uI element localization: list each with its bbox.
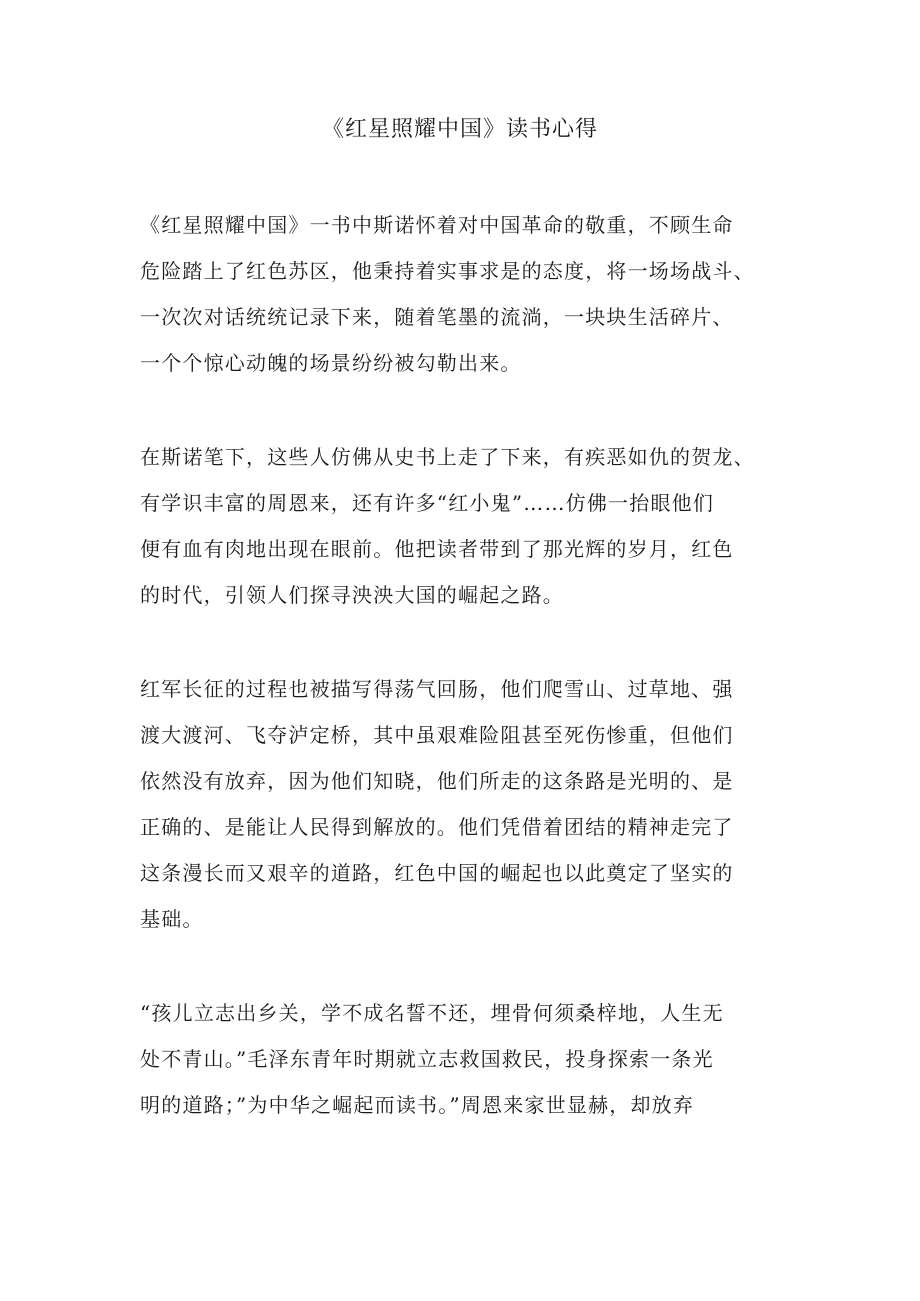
paragraph-2 <box>140 434 790 618</box>
paragraph-line: 在斯诺笔下，这些人仿佛从史书上走了下来，有疾恶如仇的贺龙、 <box>140 445 755 469</box>
paragraph-line: 基础。 <box>140 907 204 931</box>
paragraph-line: 依然没有放弃，因为他们知晓，他们所走的这条路是光明的、是 <box>140 769 734 793</box>
paragraph-line: 有学识丰富的周恩来，还有许多“红小鬼”……仿佛一抬眼他们 <box>140 491 715 515</box>
paragraph-line: 渡大渡河、飞夺泸定桥，其中虽艰难险阻甚至死伤惨重，但他们 <box>140 723 734 747</box>
paragraph-line: 明的道路；”为中华之崛起而读书。”周恩来家世显赫，却放弃 <box>140 1093 695 1117</box>
paragraph-line: 正确的、是能让人民得到解放的。他们凭借着团结的精神走完了 <box>140 815 734 839</box>
paragraph-line: 便有血有肉地出现在眼前。他把读者带到了那光辉的岁月，红色 <box>140 537 734 561</box>
paragraph-line: 危险踏上了红色苏区，他秉持着实事求是的态度，将一场场战斗、 <box>140 259 755 283</box>
paragraph-line: 的时代，引领人们探寻泱泱大国的崛起之路。 <box>140 583 564 607</box>
paragraph-4 <box>140 990 790 1128</box>
document-title: 《红星照耀中国》读书心得 <box>321 117 598 142</box>
paragraph-line: 处不青山。”毛泽东青年时期就立志救国救民，投身探索一条光 <box>140 1047 714 1071</box>
paragraph-3 <box>140 666 790 942</box>
paragraph-line: 这条漫长而又艰辛的道路，红色中国的崛起也以此奠定了坚实的 <box>140 861 734 885</box>
paragraph-line: 一个个惊心动魄的场景纷纷被勾勒出来。 <box>140 351 522 375</box>
paragraph-line: 《红星照耀中国》一书中斯诺怀着对中国革命的敬重，不顾生命 <box>140 213 734 237</box>
paragraph-line: “孩儿立志出乡关，学不成名誓不还，埋骨何须桑梓地，人生无 <box>140 1001 724 1025</box>
paragraph-line: 红军长征的过程也被描写得荡气回肠，他们爬雪山、过草地、强 <box>140 677 734 701</box>
paragraph-1 <box>140 202 790 386</box>
document-body <box>140 202 790 1176</box>
paragraph-line: 一次次对话统统记录下来，随着笔墨的流淌，一块块生活碎片、 <box>140 305 734 329</box>
